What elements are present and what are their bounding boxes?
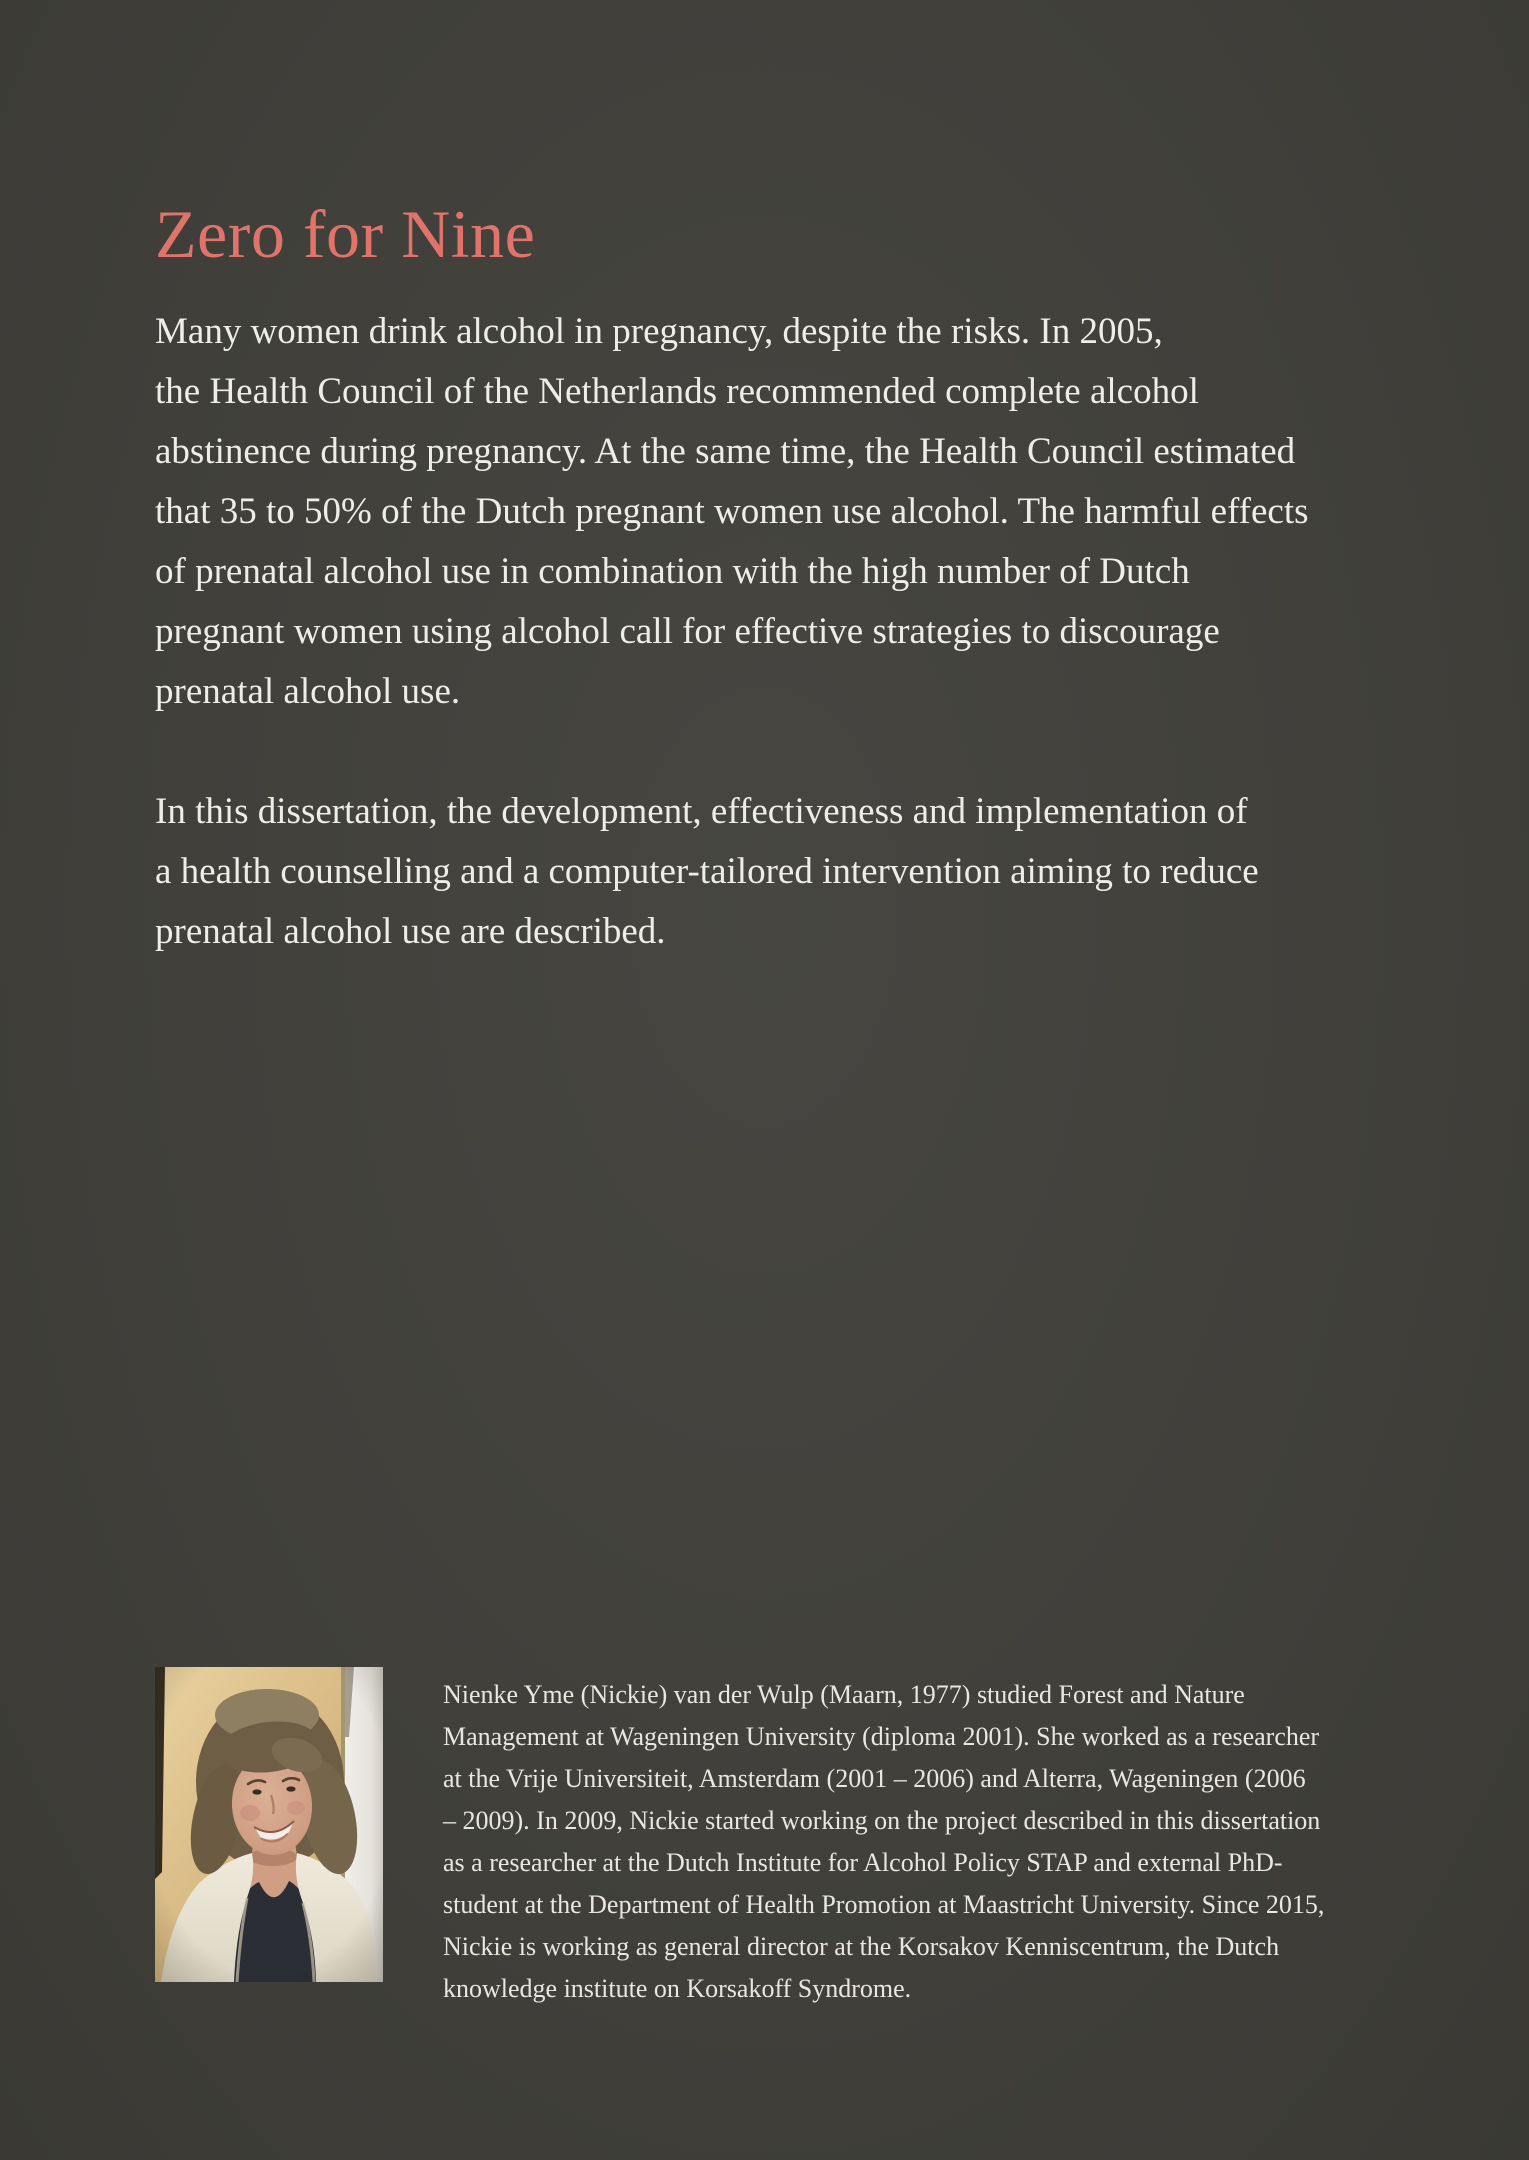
photo-vignette xyxy=(155,1667,383,1982)
author-bio-line: Management at Wageningen University (diploma 2001). She worked as a researcher xyxy=(443,1722,1320,1751)
author-bio-line: at the Vrije Universiteit, Amsterdam (2001 – 2006) and Alterra, Wageningen (2006 xyxy=(443,1764,1306,1793)
author-bio-line: Nickie is working as general director at the Korsakov Kenniscentrum, the Dutch xyxy=(443,1932,1280,1961)
intro-paragraph-2 xyxy=(155,782,1495,962)
intro-paragraph-1-line: Many women drink alcohol in pregnancy, despite the risks. In 2005, xyxy=(155,311,1163,352)
author-bio-line: as a researcher at the Dutch Institute for Alcohol Policy STAP and external PhD- xyxy=(443,1848,1283,1877)
author-bio xyxy=(443,1674,1503,2010)
intro-paragraph-2-line: a health counselling and a computer-tailored intervention aiming to reduce xyxy=(155,851,1259,892)
author-bio-line: – 2009). In 2009, Nickie started working on the project described in this dissertation xyxy=(443,1806,1321,1835)
author-bio-line: student at the Department of Health Promotion at Maastricht University. Since 2015, xyxy=(443,1890,1325,1919)
intro-paragraph-1-line: pregnant women using alcohol call for effective strategies to discourage xyxy=(155,611,1220,652)
intro-paragraph-1-line: of prenatal alcohol use in combination with the high number of Dutch xyxy=(155,551,1190,592)
intro-paragraph-2-line: In this dissertation, the development, effectiveness and implementation of xyxy=(155,791,1248,832)
intro-paragraph-1-line: the Health Council of the Netherlands recommended complete alcohol xyxy=(155,371,1199,412)
intro-paragraph-1-line: prenatal alcohol use. xyxy=(155,671,461,712)
author-photo xyxy=(155,1667,383,1982)
intro-paragraph-1-line: that 35 to 50% of the Dutch pregnant women use alcohol. The harmful effects xyxy=(155,491,1309,532)
intro-paragraph-1-line: abstinence during pregnancy. At the same time, the Health Council estimated xyxy=(155,431,1296,472)
intro-paragraph-2-line: prenatal alcohol use are described. xyxy=(155,911,666,952)
book-title: Zero for Nine xyxy=(155,195,536,272)
author-bio-line: knowledge institute on Korsakoff Syndrome. xyxy=(443,1974,912,2003)
author-bio-line: Nienke Yme (Nickie) van der Wulp (Maarn, 1977) studied Forest and Nature xyxy=(443,1680,1245,1709)
intro-paragraph-1 xyxy=(155,302,1495,722)
